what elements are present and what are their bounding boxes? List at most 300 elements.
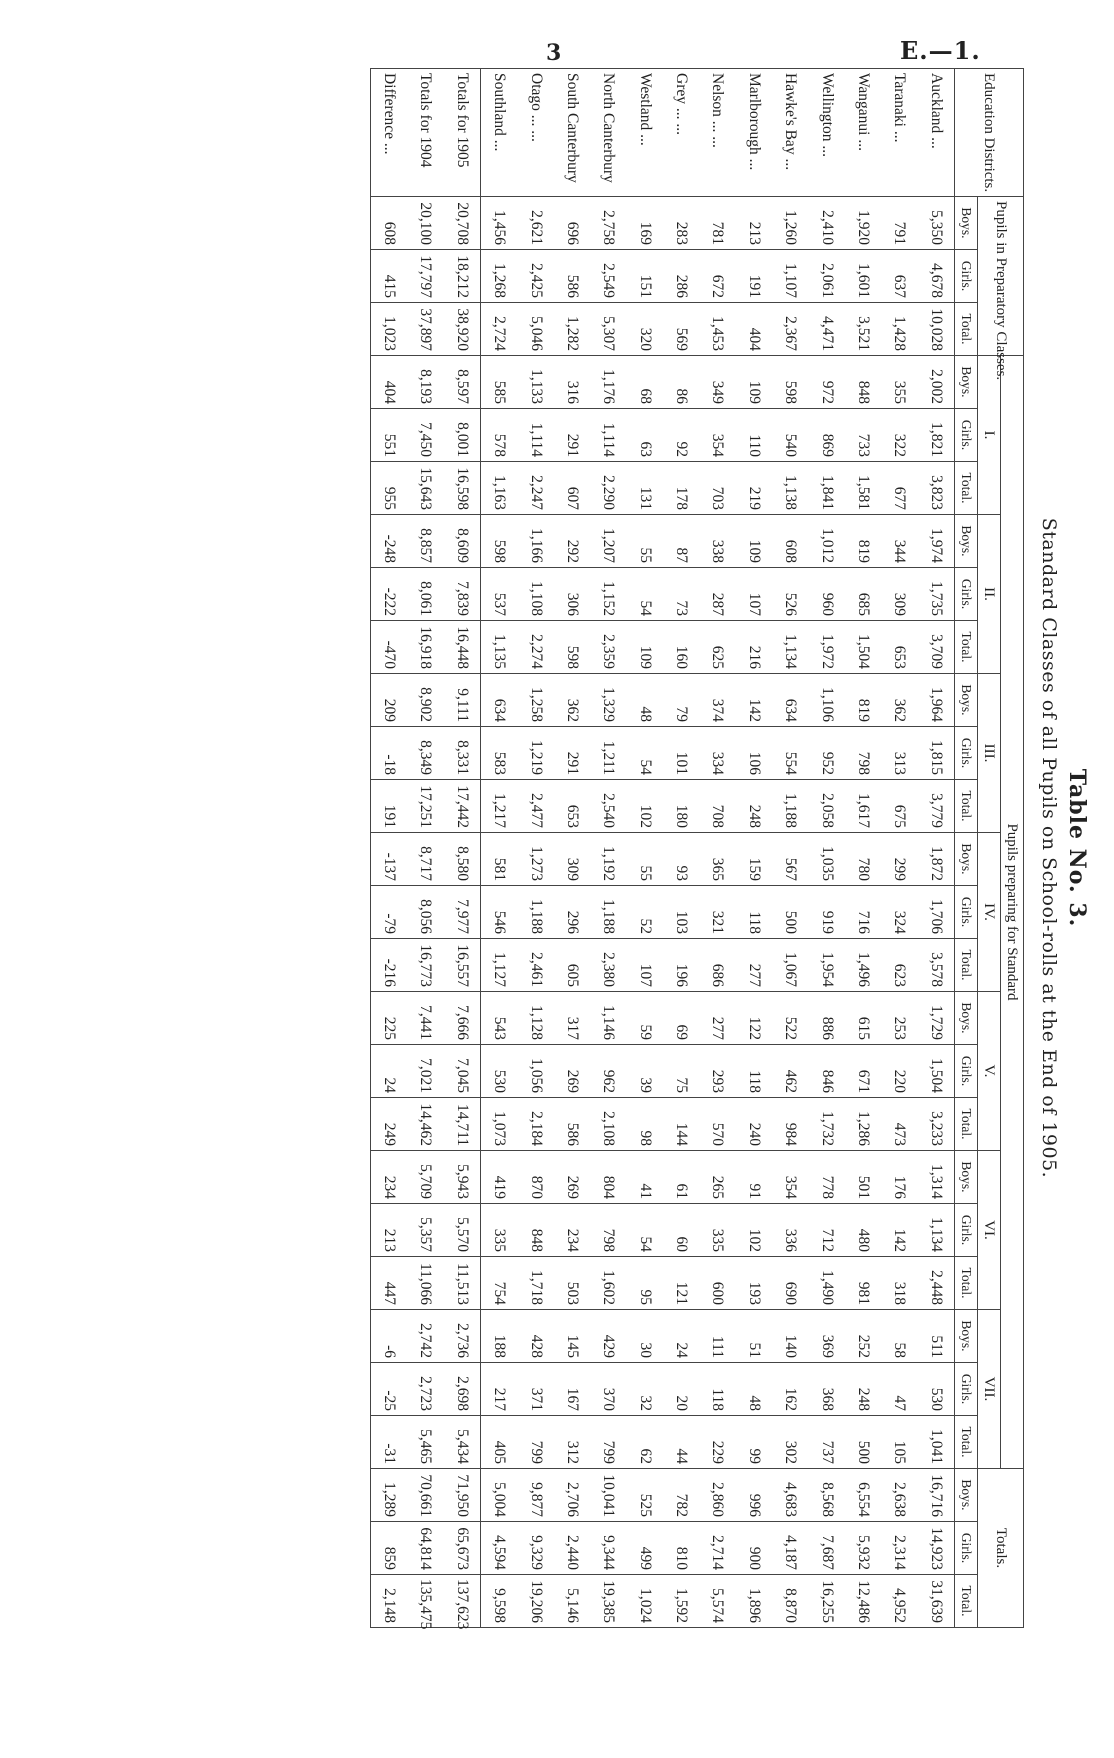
table-cell: -79 — [370, 886, 407, 939]
table-cell: 404 — [370, 356, 407, 409]
table-body — [370, 69, 954, 1628]
table-cell: 16,448 — [444, 621, 481, 674]
table-cell: 63 — [626, 409, 662, 462]
table-cell: 8,870 — [772, 1575, 808, 1628]
table-cell: 919 — [808, 886, 844, 939]
table-cell: 322 — [881, 409, 917, 462]
table-cell: 369 — [808, 1310, 844, 1363]
table-cell: 428 — [517, 1310, 553, 1363]
table-cell: -216 — [370, 939, 407, 992]
table-cell: 1,964 — [918, 674, 955, 727]
table-cell: 253 — [881, 992, 917, 1045]
table-cell: 336 — [772, 1204, 808, 1257]
table-cell: 191 — [370, 780, 407, 833]
table-cell: 219 — [736, 462, 772, 515]
table-cell: 2,461 — [517, 939, 553, 992]
table-cell: 1,041 — [918, 1416, 955, 1469]
table-cell: 1,138 — [772, 462, 808, 515]
table-cell: 107 — [736, 568, 772, 621]
table-cell: 690 — [772, 1257, 808, 1310]
table-cell: 503 — [554, 1257, 590, 1310]
table-cell: 2,002 — [918, 356, 955, 409]
table-cell: 5,307 — [590, 303, 626, 356]
table-cell: 62 — [626, 1416, 662, 1469]
table-cell: 5,709 — [407, 1151, 443, 1204]
table-cell: 1,617 — [845, 780, 881, 833]
table-cell: 778 — [808, 1151, 844, 1204]
table-cell: 335 — [480, 1204, 517, 1257]
table-cell: 1,735 — [918, 568, 955, 621]
table-cell: 675 — [881, 780, 917, 833]
table-cell: 1,114 — [590, 409, 626, 462]
table-cell: 608 — [370, 197, 407, 250]
table-cell: 981 — [845, 1257, 881, 1310]
table-cell: 160 — [663, 621, 699, 674]
table-row — [554, 69, 590, 1628]
table-cell: 1,217 — [480, 780, 517, 833]
table-cell: 1,258 — [517, 674, 553, 727]
table-cell: 8,902 — [407, 674, 443, 727]
table-cell: 18,212 — [444, 250, 481, 303]
sub-header-cell: Girls. — [955, 250, 978, 303]
table-row — [699, 69, 735, 1628]
table-cell: 607 — [554, 462, 590, 515]
table-cell: 672 — [699, 250, 735, 303]
table-cell: 525 — [626, 1469, 662, 1522]
table-cell: 14,711 — [444, 1098, 481, 1151]
table-cell: 145 — [554, 1310, 590, 1363]
table-cell: 71,950 — [444, 1469, 481, 1522]
district-name: South Canterbury — [554, 69, 590, 197]
table-cell: 952 — [808, 727, 844, 780]
table-cell: 405 — [480, 1416, 517, 1469]
table-cell: 5,004 — [480, 1469, 517, 1522]
table-cell: 64,814 — [407, 1522, 443, 1575]
table-cell: 60 — [663, 1204, 699, 1257]
table-cell: 615 — [845, 992, 881, 1045]
table-cell: 15,643 — [407, 462, 443, 515]
prep-group-header: Pupils in Preparatory Classes. — [978, 197, 1024, 356]
table-cell: 1,127 — [480, 939, 517, 992]
table-row — [918, 69, 955, 1628]
table-cell: 176 — [881, 1151, 917, 1204]
table-cell: 1,815 — [918, 727, 955, 780]
table-cell: 370 — [590, 1363, 626, 1416]
table-cell: 252 — [845, 1310, 881, 1363]
table-cell: 37,897 — [407, 303, 443, 356]
table-cell: 685 — [845, 568, 881, 621]
table-cell: 4,187 — [772, 1522, 808, 1575]
table-cell: 91 — [736, 1151, 772, 1204]
table-cell: 178 — [663, 462, 699, 515]
table-cell: 70,661 — [407, 1469, 443, 1522]
table-cell: 269 — [554, 1151, 590, 1204]
table-cell: 1,128 — [517, 992, 553, 1045]
table-cell: 61 — [663, 1151, 699, 1204]
sub-header-cell: Girls. — [955, 568, 978, 621]
table-cell: 404 — [736, 303, 772, 356]
table-cell: 3,823 — [918, 462, 955, 515]
table-cell: 73 — [663, 568, 699, 621]
table-cell: 371 — [517, 1363, 553, 1416]
table-cell: 754 — [480, 1257, 517, 1310]
table-cell: 5,943 — [444, 1151, 481, 1204]
table-cell: 996 — [736, 1469, 772, 1522]
table-cell: 8,331 — [444, 727, 481, 780]
table-cell: 102 — [626, 780, 662, 833]
table-cell: 1,453 — [699, 303, 735, 356]
table-row — [370, 69, 407, 1628]
table-cell: 429 — [590, 1310, 626, 1363]
table-cell: 98 — [626, 1098, 662, 1151]
table-cell: 1,718 — [517, 1257, 553, 1310]
table-cell: 213 — [736, 197, 772, 250]
table-cell: 19,385 — [590, 1575, 626, 1628]
table-cell: 4,678 — [918, 250, 955, 303]
table-cell: 180 — [663, 780, 699, 833]
table-cell: 677 — [881, 462, 917, 515]
table-cell: 24 — [663, 1310, 699, 1363]
sub-header-cell: Total. — [955, 621, 978, 674]
table-cell: 634 — [480, 674, 517, 727]
subheader-row — [955, 69, 978, 1628]
table-cell: 167 — [554, 1363, 590, 1416]
sub-header-cell: Boys. — [955, 1469, 978, 1522]
table-cell: 2,148 — [370, 1575, 407, 1628]
table-cell: 7,977 — [444, 886, 481, 939]
table-cell: 109 — [626, 621, 662, 674]
table-cell: 19,206 — [517, 1575, 553, 1628]
table-cell: 791 — [881, 197, 917, 250]
table-cell: 16,773 — [407, 939, 443, 992]
table-cell: 1,286 — [845, 1098, 881, 1151]
table-cell: 500 — [845, 1416, 881, 1469]
table-cell: 1,601 — [845, 250, 881, 303]
table-cell: -137 — [370, 833, 407, 886]
table-cell: 737 — [808, 1416, 844, 1469]
standard-header: VII. — [978, 1310, 1001, 1469]
table-cell: 608 — [772, 515, 808, 568]
sub-header-cell: Boys. — [955, 356, 978, 409]
table-cell: 1,456 — [480, 197, 517, 250]
standard-header: IV. — [978, 833, 1001, 992]
standard-classes-table — [370, 68, 1024, 1628]
table-cell: 131 — [626, 462, 662, 515]
table-cell: 287 — [699, 568, 735, 621]
district-name: Grey ... ... — [663, 69, 699, 197]
table-cell: 583 — [480, 727, 517, 780]
table-cell: 30 — [626, 1310, 662, 1363]
table-cell: 804 — [590, 1151, 626, 1204]
table-cell: 52 — [626, 886, 662, 939]
table-cell: 2,247 — [517, 462, 553, 515]
table-cell: 1,729 — [918, 992, 955, 1045]
table-cell: 598 — [772, 356, 808, 409]
table-cell: 7,021 — [407, 1045, 443, 1098]
district-name: Otago ... ... — [517, 69, 553, 197]
table-cell: 8,609 — [444, 515, 481, 568]
table-cell: 900 — [736, 1522, 772, 1575]
table-cell: 122 — [736, 992, 772, 1045]
table-cell: 121 — [663, 1257, 699, 1310]
table-cell: 344 — [881, 515, 917, 568]
table-cell: 292 — [554, 515, 590, 568]
table-cell: 54 — [626, 568, 662, 621]
table-cell: 2,723 — [407, 1363, 443, 1416]
sub-header-cell: Boys. — [955, 833, 978, 886]
table-cell: 819 — [845, 674, 881, 727]
table-cell: 58 — [881, 1310, 917, 1363]
table-cell: 9,344 — [590, 1522, 626, 1575]
table-cell: 10,041 — [590, 1469, 626, 1522]
table-cell: -222 — [370, 568, 407, 621]
table-cell: 716 — [845, 886, 881, 939]
table-cell: -248 — [370, 515, 407, 568]
table-cell: 265 — [699, 1151, 735, 1204]
table-cell: 782 — [663, 1469, 699, 1522]
table-cell: 1,329 — [590, 674, 626, 727]
table-cell: 703 — [699, 462, 735, 515]
table-cell: 334 — [699, 727, 735, 780]
table-cell: 570 — [699, 1098, 735, 1151]
table-cell: 2,410 — [808, 197, 844, 250]
table-cell: 4,471 — [808, 303, 844, 356]
table-cell: 7,045 — [444, 1045, 481, 1098]
table-cell: 17,442 — [444, 780, 481, 833]
table-cell: 355 — [881, 356, 917, 409]
standard-header: II. — [978, 515, 1001, 674]
table-cell: 8,193 — [407, 356, 443, 409]
table-cell: 234 — [554, 1204, 590, 1257]
table-cell: 302 — [772, 1416, 808, 1469]
table-cell: 69 — [663, 992, 699, 1045]
district-name: Southland ... — [480, 69, 517, 197]
table-cell: 1,133 — [517, 356, 553, 409]
table-cell: 9,329 — [517, 1522, 553, 1575]
table-cell: 1,012 — [808, 515, 844, 568]
table-cell: 16,255 — [808, 1575, 844, 1628]
table-cell: 819 — [845, 515, 881, 568]
table-cell: 291 — [554, 409, 590, 462]
table-cell: 1,056 — [517, 1045, 553, 1098]
rotated-table-block — [250, 68, 1096, 1628]
table-cell: 2,108 — [590, 1098, 626, 1151]
table-cell: 473 — [881, 1098, 917, 1151]
table-cell: 798 — [845, 727, 881, 780]
table-cell: 686 — [699, 939, 735, 992]
sub-header-cell: Total. — [955, 1416, 978, 1469]
table-cell: 217 — [480, 1363, 517, 1416]
table-cell: 109 — [736, 515, 772, 568]
table-cell: 87 — [663, 515, 699, 568]
table-cell: 1,108 — [517, 568, 553, 621]
table-cell: 65,673 — [444, 1522, 481, 1575]
table-cell: 20,100 — [407, 197, 443, 250]
table-cell: 193 — [736, 1257, 772, 1310]
table-cell: 20 — [663, 1363, 699, 1416]
table-cell: 191 — [736, 250, 772, 303]
table-cell: 1,974 — [918, 515, 955, 568]
table-cell: 4,594 — [480, 1522, 517, 1575]
table-cell: 8,001 — [444, 409, 481, 462]
table-cell: 5,146 — [554, 1575, 590, 1628]
table-cell: 110 — [736, 409, 772, 462]
table-cell: 653 — [881, 621, 917, 674]
table-cell: 1,602 — [590, 1257, 626, 1310]
table-cell: 530 — [480, 1045, 517, 1098]
sub-header-cell: Boys. — [955, 197, 978, 250]
table-cell: 1,504 — [845, 621, 881, 674]
table-cell: -25 — [370, 1363, 407, 1416]
table-row — [480, 69, 517, 1628]
table-cell: 8,597 — [444, 356, 481, 409]
table-cell: 7,839 — [444, 568, 481, 621]
table-cell: 1,592 — [663, 1575, 699, 1628]
table-cell: 162 — [772, 1363, 808, 1416]
table-cell: 2,549 — [590, 250, 626, 303]
table-cell: 543 — [480, 992, 517, 1045]
table-cell: 229 — [699, 1416, 735, 1469]
table-cell: 196 — [663, 939, 699, 992]
table-cell: 1,134 — [918, 1204, 955, 1257]
table-cell: 140 — [772, 1310, 808, 1363]
table-cell: 1,188 — [517, 886, 553, 939]
table-cell: 118 — [699, 1363, 735, 1416]
table-cell: 12,486 — [845, 1575, 881, 1628]
table-title: Table No. 3. — [1064, 768, 1090, 928]
table-row — [517, 69, 553, 1628]
standard-header: VI. — [978, 1151, 1001, 1310]
table-cell: 2,698 — [444, 1363, 481, 1416]
table-cell: 2,061 — [808, 250, 844, 303]
table-cell: 354 — [772, 1151, 808, 1204]
page-number: 3 — [546, 40, 562, 66]
table-cell: 1,872 — [918, 833, 955, 886]
table-cell: 318 — [881, 1257, 917, 1310]
table-cell: 135,475 — [407, 1575, 443, 1628]
table-cell: 1,581 — [845, 462, 881, 515]
table-cell: 296 — [554, 886, 590, 939]
table-cell: 55 — [626, 833, 662, 886]
table-cell: 3,709 — [918, 621, 955, 674]
district-name: Wanganui ... — [845, 69, 881, 197]
table-cell: 55 — [626, 515, 662, 568]
table-cell: 234 — [370, 1151, 407, 1204]
table-cell: 3,521 — [845, 303, 881, 356]
table-cell: 103 — [663, 886, 699, 939]
table-cell: 1,920 — [845, 197, 881, 250]
table-cell: 338 — [699, 515, 735, 568]
district-column-header: Education Districts. — [955, 69, 1024, 197]
table-cell: 321 — [699, 886, 735, 939]
table-cell: 1,114 — [517, 409, 553, 462]
table-cell: 585 — [480, 356, 517, 409]
table-cell: 598 — [554, 621, 590, 674]
table-cell: 1,176 — [590, 356, 626, 409]
table-cell: 1,972 — [808, 621, 844, 674]
table-cell: -31 — [370, 1416, 407, 1469]
table-cell: 1,896 — [736, 1575, 772, 1628]
sub-header-cell: Girls. — [955, 409, 978, 462]
table-cell: 142 — [736, 674, 772, 727]
table-row — [808, 69, 844, 1628]
table-cell: 286 — [663, 250, 699, 303]
table-cell: 240 — [736, 1098, 772, 1151]
table-cell: 598 — [480, 515, 517, 568]
table-cell: 368 — [808, 1363, 844, 1416]
sub-header-cell: Girls. — [955, 886, 978, 939]
table-cell: 142 — [881, 1204, 917, 1257]
table-cell: 106 — [736, 727, 772, 780]
table-cell: 349 — [699, 356, 735, 409]
district-name: Marlborough ... — [736, 69, 772, 197]
table-cell: 637 — [881, 250, 917, 303]
sub-header-cell: Boys. — [955, 1310, 978, 1363]
table-cell: 2,058 — [808, 780, 844, 833]
table-cell: 578 — [480, 409, 517, 462]
table-cell: 7,687 — [808, 1522, 844, 1575]
table-cell: 1,106 — [808, 674, 844, 727]
table-cell: 653 — [554, 780, 590, 833]
table-cell: 1,954 — [808, 939, 844, 992]
table-cell: 317 — [554, 992, 590, 1045]
table-cell: 14,923 — [918, 1522, 955, 1575]
table-cell: 209 — [370, 674, 407, 727]
table-cell: 500 — [772, 886, 808, 939]
table-cell: 415 — [370, 250, 407, 303]
table-cell: 159 — [736, 833, 772, 886]
table-cell: 5,434 — [444, 1416, 481, 1469]
table-cell: 86 — [663, 356, 699, 409]
table-cell: 2,638 — [881, 1469, 917, 1522]
table-row — [626, 69, 662, 1628]
table-cell: 374 — [699, 674, 735, 727]
table-cell: 869 — [808, 409, 844, 462]
sub-header-cell: Boys. — [955, 1151, 978, 1204]
table-cell: 2,758 — [590, 197, 626, 250]
table-cell: 9,877 — [517, 1469, 553, 1522]
table-cell: 283 — [663, 197, 699, 250]
table-cell: 2,290 — [590, 462, 626, 515]
table-cell: 1,260 — [772, 197, 808, 250]
table-cell: 530 — [918, 1363, 955, 1416]
table-cell: 312 — [554, 1416, 590, 1469]
table-cell: 1,188 — [772, 780, 808, 833]
table-cell: 20,708 — [444, 197, 481, 250]
table-cell: 780 — [845, 833, 881, 886]
table-cell: 623 — [881, 939, 917, 992]
table-cell: 1,821 — [918, 409, 955, 462]
sub-header-cell: Girls. — [955, 727, 978, 780]
table-cell: 5,465 — [407, 1416, 443, 1469]
table-cell: 299 — [881, 833, 917, 886]
table-cell: 848 — [845, 356, 881, 409]
sub-header-cell: Boys. — [955, 674, 978, 727]
table-cell: 269 — [554, 1045, 590, 1098]
table-cell: 5,570 — [444, 1204, 481, 1257]
table-cell: 546 — [480, 886, 517, 939]
table-cell: 1,188 — [590, 886, 626, 939]
table-cell: 605 — [554, 939, 590, 992]
table-cell: 151 — [626, 250, 662, 303]
table-cell: 1,067 — [772, 939, 808, 992]
table-row — [663, 69, 699, 1628]
table-cell: 447 — [370, 1257, 407, 1310]
table-cell: 324 — [881, 886, 917, 939]
table-cell: 2,314 — [881, 1522, 917, 1575]
table-cell: 111 — [699, 1310, 735, 1363]
district-name: Wellington ... — [808, 69, 844, 197]
